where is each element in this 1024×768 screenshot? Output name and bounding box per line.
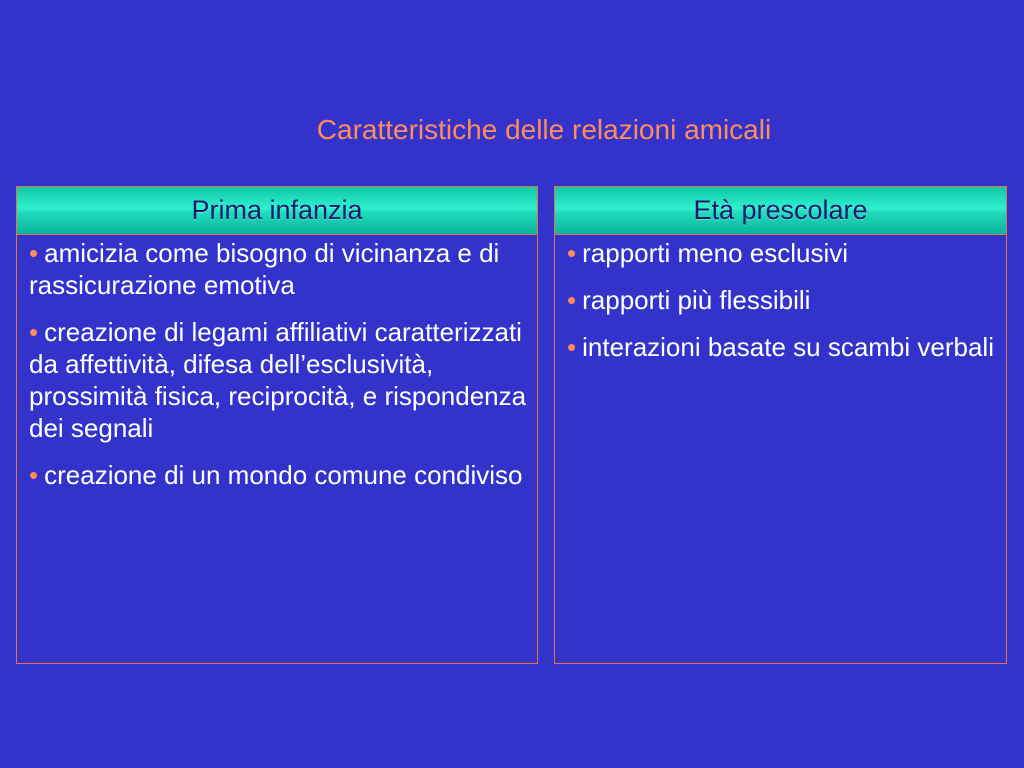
column-header: Prima infanzia xyxy=(17,187,537,235)
column-body xyxy=(17,235,537,491)
bullet-item xyxy=(567,331,996,363)
bullet-item xyxy=(29,459,527,491)
column-eta-prescolare xyxy=(554,186,1007,664)
bullet-item xyxy=(29,316,527,444)
slide-title: Caratteristiche delle relazioni amicali xyxy=(316,114,772,145)
bullet-text: interazioni basate su scambi verbali xyxy=(582,332,994,362)
bullet-item xyxy=(29,237,527,301)
column-body xyxy=(555,235,1006,363)
bullet-icon: • xyxy=(29,317,39,347)
bullet-item xyxy=(567,237,996,269)
bullet-text: creazione di legami affiliativi caratterizzati da affettività, difesa dell’esclusività, prossimità fisica, reciprocità, e rispondenza dei segnali xyxy=(29,317,527,443)
bullet-icon: • xyxy=(567,332,577,362)
bullet-icon: • xyxy=(29,460,39,490)
column-header: Età prescolare xyxy=(555,187,1006,235)
bullet-icon: • xyxy=(29,238,39,268)
bullet-text: rapporti meno esclusivi xyxy=(582,238,848,268)
bullet-text: rapporti più flessibili xyxy=(582,285,811,315)
column-prima-infanzia xyxy=(16,186,538,664)
bullet-item xyxy=(567,284,996,316)
bullet-icon: • xyxy=(567,238,577,268)
bullet-icon: • xyxy=(567,285,577,315)
bullet-text: creazione di un mondo comune condiviso xyxy=(44,460,523,490)
bullet-text: amicizia come bisogno di vicinanza e di rassicurazione emotiva xyxy=(29,238,500,300)
